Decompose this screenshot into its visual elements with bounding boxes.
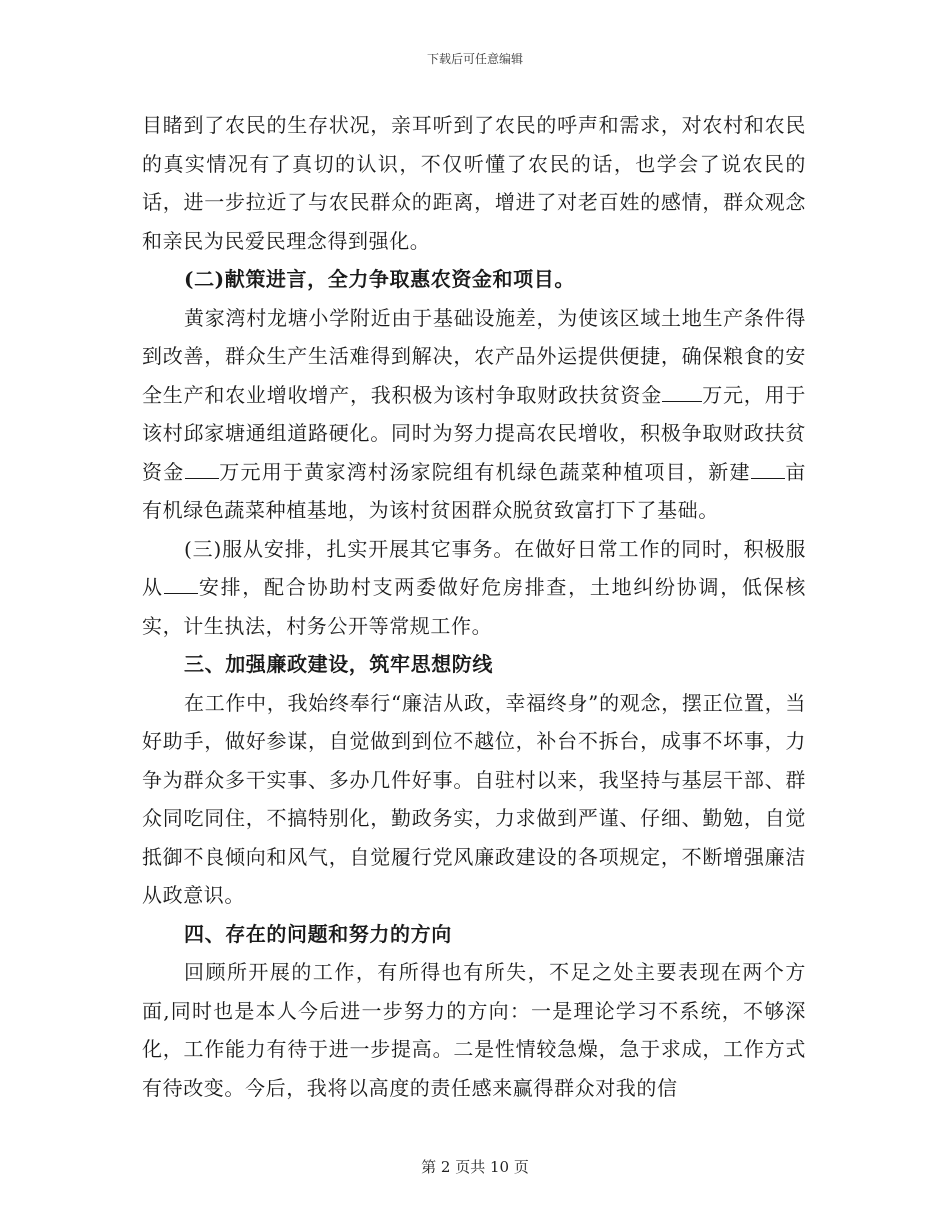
- blank-amount-2: [185, 457, 219, 479]
- paragraph-review: 回顾所开展的工作，有所得也有所失，不足之处主要表现在两个方面,同时也是本人今后进一步努力的方向：一是理论学习不系统，不够深化，工作能力有待于进一步提高。二是性情较急燥，急于求成，工作方式有待改变。今后，我将以高度的责任感来赢得群众对我的信: [142, 960, 806, 1100]
- funding-text-3: 万元用于黄家湾村汤家院组有机绿色蔬菜种植项目，新建: [218, 459, 751, 484]
- section-heading-3: 三、加强廉政建设，筑牢思想防线: [184, 652, 493, 676]
- paragraph-other-affairs: [142, 530, 806, 646]
- section-heading-2: (二)献策进言，全力争取惠农资金和项目。: [184, 267, 575, 291]
- funding-text-2: 万元，用于该村邱家塘通组道路硬化。同时为努力提高农民增收，积极争取财政扶贫资金: [142, 382, 806, 484]
- page-footer: 第 2 页共 10 页: [421, 1158, 529, 1176]
- blank-area: [751, 457, 785, 479]
- paragraph-integrity: 在工作中，我始终奉行“廉洁从政，幸福终身”的观念，摆正位置，当好助手，做好参谋，自觉做到到位不越位，补台不拆台，成事不坏事，力争为群众多干实事、多办几件好事。自驻村以来，我坚持与基层干部、群众同吃同住，不搞特别化，勤政务实，力求做到严谨、仔细、勤勉，自觉抵御不良倾向和风气，自觉履行党风廉政建设的各项规定，不断增强廉洁从政意识。: [142, 690, 806, 907]
- funding-text-4: 亩有机绿色蔬菜种植基地，为该村贫困群众脱贫致富打下了基础。: [142, 459, 806, 522]
- affairs-text-2: 安排，配合协助村支两委做好危房排查，土地纠纷协调，低保核实，计生执法，村务公开等常规工作。: [142, 575, 806, 638]
- blank-authority: [164, 572, 198, 594]
- blank-amount-1: [662, 380, 702, 402]
- paragraph-funding: [142, 299, 806, 530]
- section-heading-4: 四、存在的问题和努力的方向: [184, 921, 452, 946]
- page-header: 下载后可任意编辑: [426, 52, 523, 66]
- affairs-text-1: (三)服从安排，扎实开展其它事务。在做好日常工作的同时，积极服从: [142, 536, 806, 599]
- document-body: [142, 106, 806, 1107]
- paragraph-continuation: 目睹到了农民的生存状况，亲耳听到了农民的呼声和需求，对农村和农民的真实情况有了真切的认识，不仅听懂了农民的话，也学会了说农民的话，进一步拉近了与农民群众的距离，增进了对老百姓的感情，群众观念和亲民为民爱民理念得到强化。: [142, 113, 806, 253]
- funding-text-1: 黄家湾村龙塘小学附近由于基础设施差，为使该区域土地生产条件得到改善，群众生产生活难得到解决，农产品外运提供便捷，确保粮食的安全生产和农业增收增产，我积极为该村争取财政扶贫资金: [142, 305, 806, 407]
